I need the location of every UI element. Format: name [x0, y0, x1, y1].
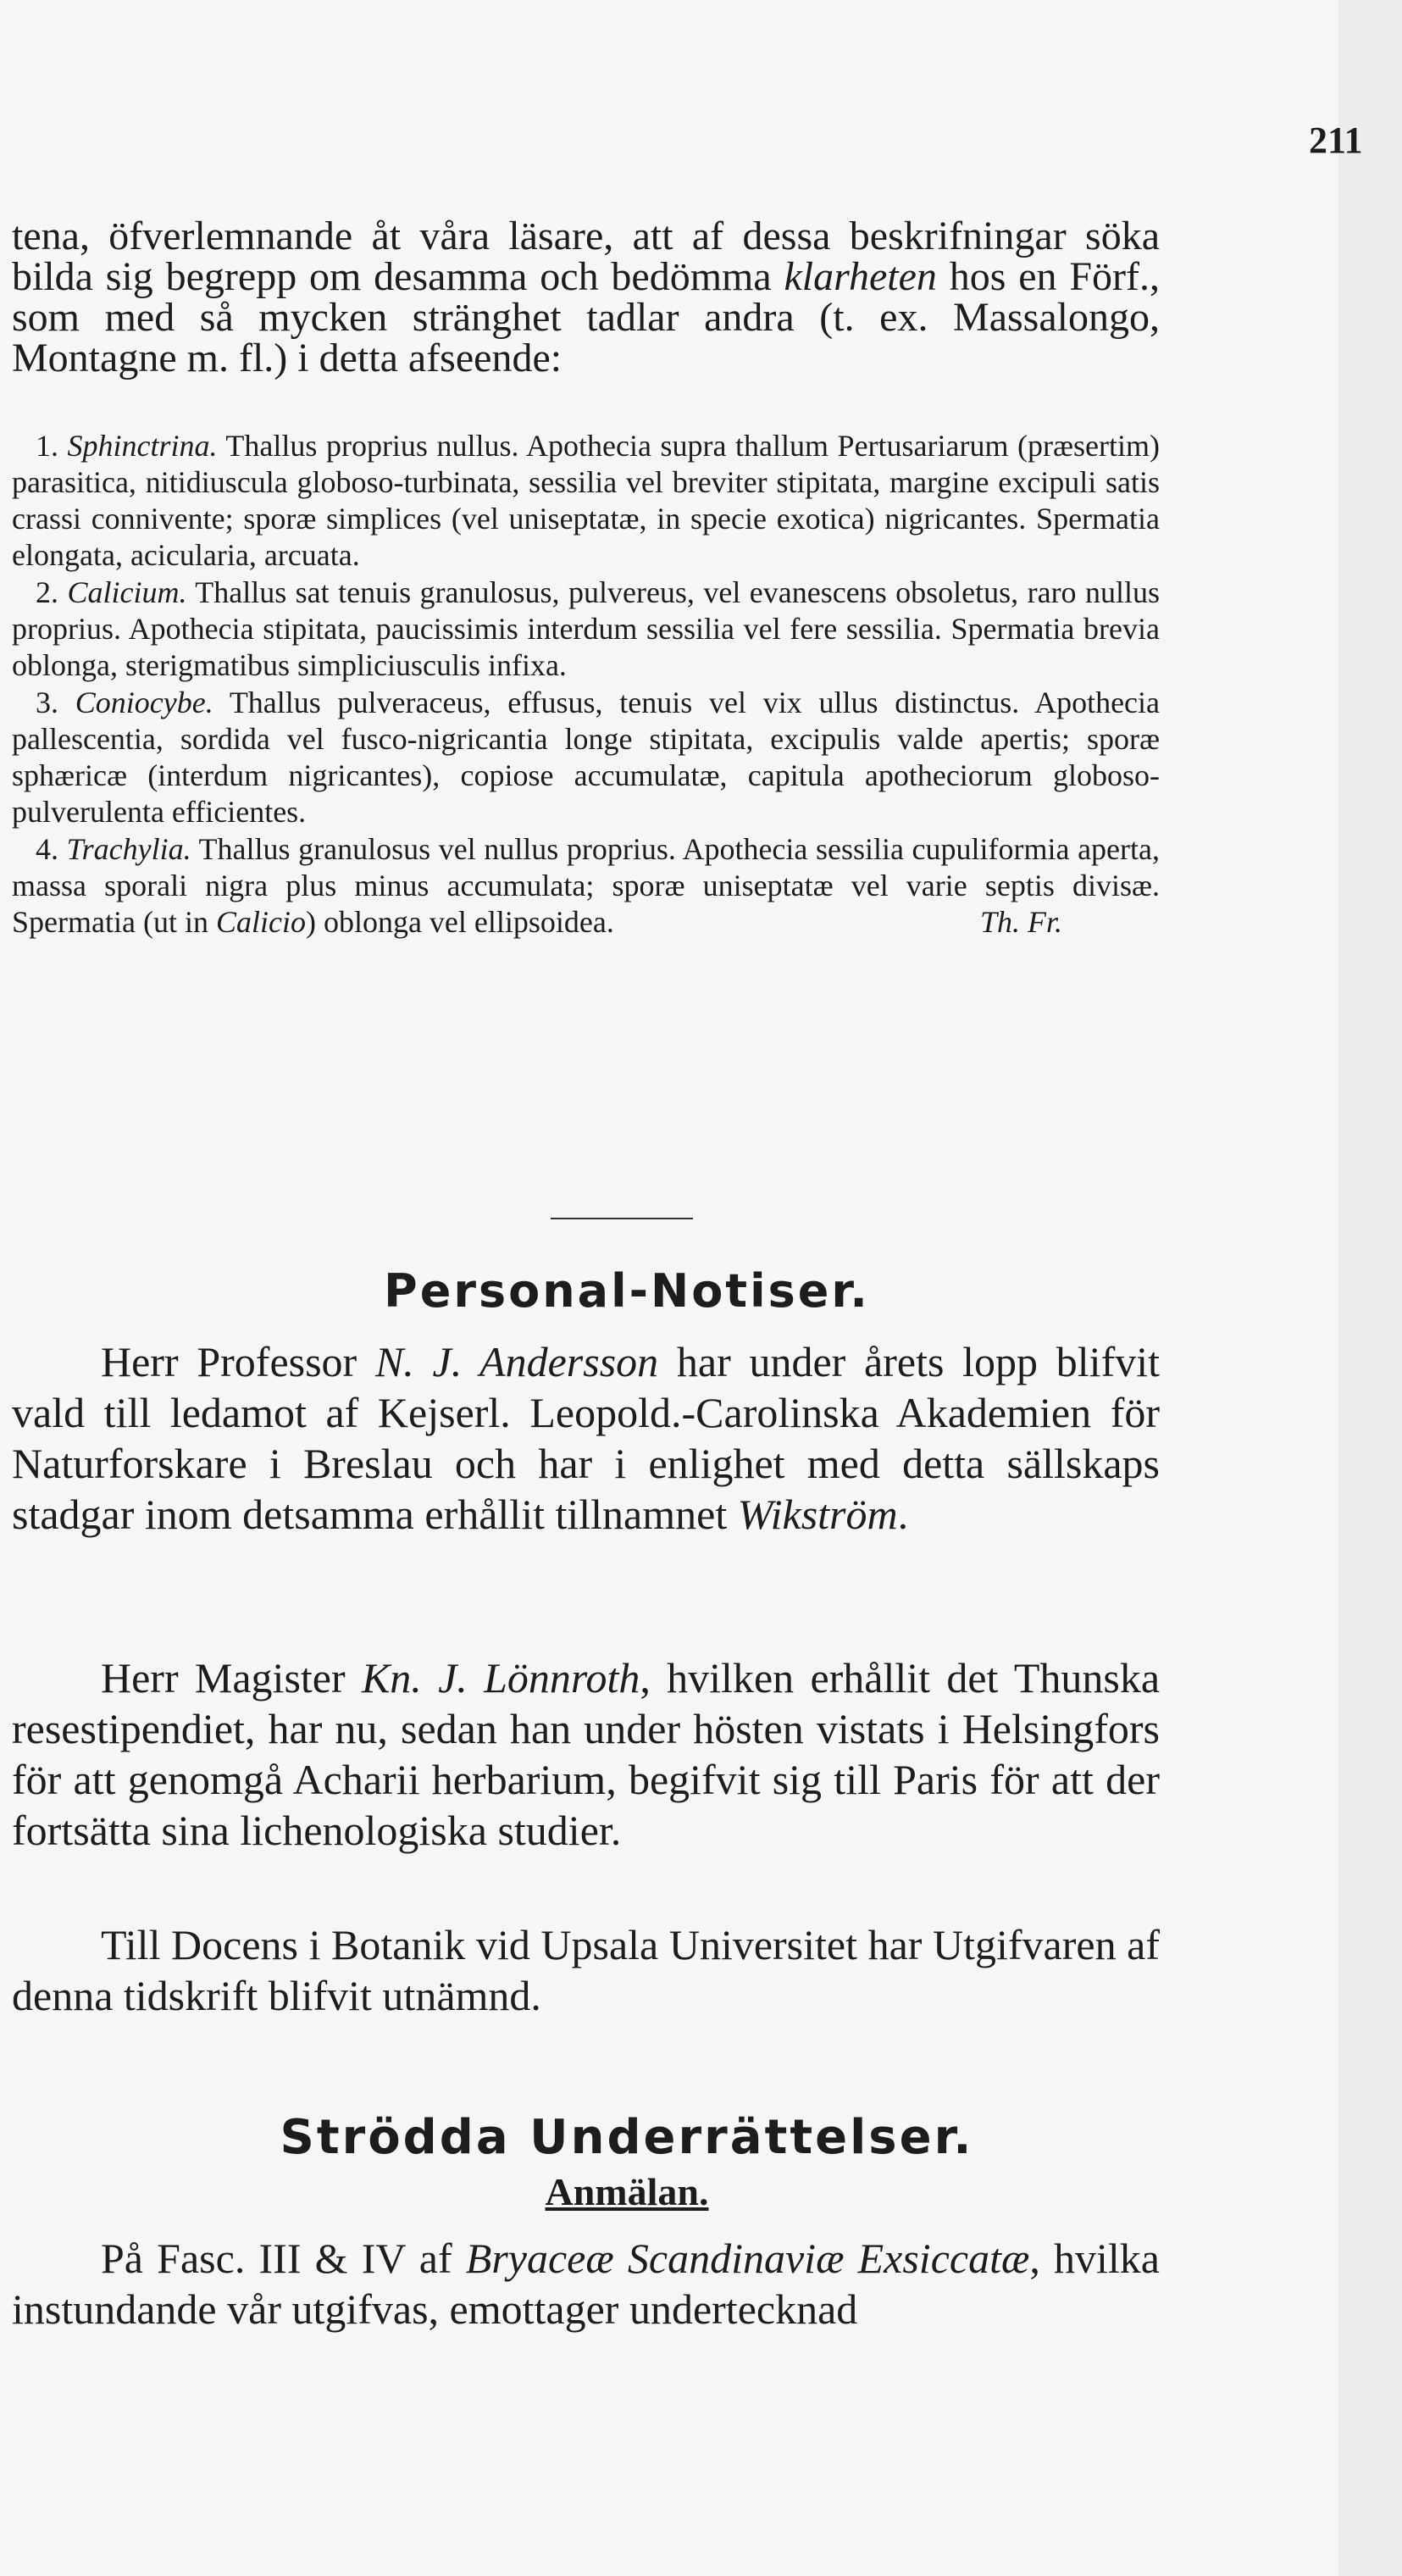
taxon-entry: [12, 685, 1160, 830]
notice-text: Till Docens i Botanik vid Upsala Universitet har Utgifvaren af denna tidskrift blifvit utnämnd.: [12, 1921, 1160, 2019]
page-margin: [1338, 0, 1402, 2576]
section-heading-personal: Personal-Notiser.: [384, 1264, 870, 1318]
taxon-description: Thallus sat tenuis granulosus, pulvereus, vel evanescens obsoletus, raro nullus proprius. Apothecia stipitata, paucissimis interdum sessilia vel fere sessilia. Spermatia brevia oblonga, sterigmatibus simpliciusculis infixa.: [12, 575, 1161, 682]
personal-notice-andersson: [12, 1336, 1160, 1540]
taxon-description: Thallus proprius nullus. Apothecia supra thallum Pertusariarum (præsertim) parasitica, nitidiuscula globoso-turbinata, sessilia vel breviter stipitata, margine excipuli satis crassi connivente; sporæ simplices (vel uniseptatæ, in specie exotica) nigricantes. Spermatia elongata, acicularia, arcuata.: [12, 429, 1160, 572]
taxon-entry: [12, 831, 1160, 941]
taxon-number: 1.: [36, 429, 58, 463]
taxon-description-end: ) oblonga vel ellipsoidea.: [305, 905, 614, 939]
person-name: Kn. J. Lönnroth: [361, 1654, 640, 1702]
notice-paragraph: [12, 1652, 1160, 1856]
taxon-entry: [12, 575, 1160, 684]
notice-paragraph: [12, 2233, 1160, 2334]
notice-text-end: .: [897, 1491, 909, 1538]
publication-title: Bryaceæ Scandinaviæ Exsiccatæ: [465, 2235, 1030, 2282]
cognomen: Wikström: [737, 1491, 898, 1538]
taxon-description: Thallus granulosus vel nullus proprius. Apothecia sessilia cupuliformia aperta, massa sporali nigra plus minus accumulata; sporæ uniseptatæ vel varie septis divisæ. Spermatia (ut in: [12, 832, 1160, 939]
notice-text: , hvilken erhållit det Thunska resestipendiet, har nu, sedan han under hösten vistats i Helsingfors för att genomgå Acharii herbarium, begifvit sig till Paris för att der fortsätta sina lichenologiska studier.: [12, 1654, 1161, 1854]
intro-text-end: hos en Förf., som med så mycken stränghet tadlar andra (t. ex. Massalongo, Montagne m. fl.) i detta afseende:: [12, 254, 1160, 380]
section-divider: [551, 1218, 693, 1219]
notice-text: På Fasc. III & IV af: [101, 2235, 466, 2282]
section-heading-strodda: Strödda Underrättelser.: [280, 2110, 974, 2165]
notice-text: har under årets lopp blifvit vald till ledamot af Kejserl. Leopold.-Carolinska Akademien för Naturforskare i Breslau och har i enlighet med detta sällskaps stadgar inom detsamma erhållit tillnamnet: [12, 1338, 1160, 1538]
notice-text: , hvilka instundande vår utgifvas, emottager undertecknad: [12, 2235, 1160, 2333]
taxon-name: Sphinctrina.: [67, 429, 218, 463]
taxon-name: Coniocybe.: [75, 686, 213, 719]
page-number: 211: [1309, 119, 1363, 161]
intro-text: tena, öfverlemnande åt våra läsare, att af dessa beskrifningar söka bilda sig begrepp om desamma och bedömma: [12, 214, 1160, 299]
intro-paragraph: [12, 216, 1160, 379]
notice-text: Herr Professor: [101, 1338, 375, 1385]
taxon-number: 2.: [36, 575, 58, 609]
taxa-list: [12, 428, 1160, 941]
author-signature: Th. Fr.: [979, 905, 1062, 939]
taxon-name: Trachylia.: [66, 832, 191, 866]
taxon-entry: [12, 428, 1160, 574]
notice-paragraph: [12, 1336, 1160, 1540]
person-name: N. J. Andersson: [374, 1338, 659, 1385]
notice-paragraph: [12, 1919, 1160, 2021]
taxon-name: Calicium.: [67, 575, 187, 609]
subheading-anmalan: Anmälan.: [545, 2170, 709, 2213]
taxon-description: Thallus pulveraceus, effusus, tenuis vel vix ullus distinctus. Apothecia pallescentia, sordida vel fusco-nigricantia longe stipitata, excipulis valde apertis; sporæ sphæricæ (interdum nigricantes), copiose accumulatæ, capitula apotheciorum globoso-pulverulenta efficientes.: [12, 686, 1161, 829]
taxon-number: 3.: [36, 686, 58, 719]
intro-emphasis: klarheten: [784, 254, 937, 299]
personal-notice-docens: [12, 1919, 1160, 2021]
announcement-paragraph: [12, 2233, 1160, 2334]
taxon-number: 4.: [36, 832, 58, 866]
taxon-reference: Calicio: [215, 905, 306, 939]
notice-text: Herr Magister: [101, 1654, 362, 1702]
personal-notice-lonnroth: [12, 1652, 1160, 1856]
